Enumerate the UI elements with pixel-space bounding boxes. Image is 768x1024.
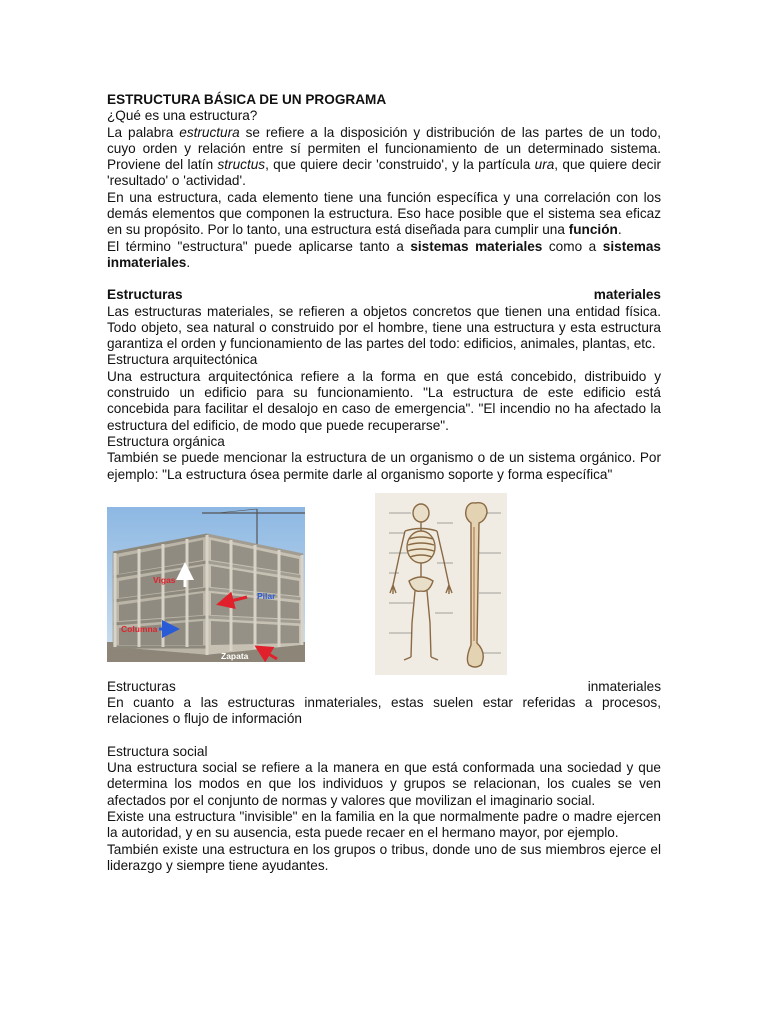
label-vigas: Vigas <box>153 574 176 585</box>
organica-heading: Estructura orgánica <box>107 433 225 449</box>
figures-row <box>107 493 661 677</box>
section-heading-inmateriales: Estructuras inmateriales <box>107 678 661 694</box>
arquitectonica-description: Una estructura arquitectónica refiere a la forma en que está concebido, distribuido y construido un edificio para su funcionamiento. "La estructura de este edificio está concebida para facilitar el desalojo en caso de emergencia". "El incendio no ha afectado la estructura del edificio, de modo que puede recuperarse". <box>107 368 661 433</box>
tribus-description: También existe una estructura en los grupos o tribus, donde uno de sus miembros ejerce el liderazgo y siempre tiene ayudantes. <box>107 841 661 873</box>
label-zapata: Zapata <box>221 650 249 661</box>
inmateriales-description: En cuanto a las estructuras inmateriales, estas suelen estar referidas a procesos, relaciones o flujo de información <box>107 695 661 727</box>
spacer <box>107 271 661 287</box>
question-heading: ¿Qué es una estructura? <box>107 108 258 124</box>
section-heading-materiales: Estructuras materiales <box>107 287 661 303</box>
familia-description: Existe una estructura "invisible" en la familia en la que normalmente padre o madre ejercen la autoridad, y en su ausencia, esta puede recaer en el hermano mayor, por ejemplo. <box>107 808 661 841</box>
arquitectonica-heading: Estructura arquitectónica <box>107 352 258 368</box>
social-heading: Estructura social <box>107 743 208 759</box>
intro-paragraph-1: La palabra estructura se refiere a la disposición y distribución de las partes de un todo, cuyo orden y relación entre sí permiten el funcionamiento de un determinado sistema. Proviene del latín structus, que quiere decir 'construido', y la partícula ura, que quiere decir 'resultado' o 'actividad'. <box>107 124 661 189</box>
label-pilar: Pilar <box>257 590 276 601</box>
intro-paragraph-2: En una estructura, cada elemento tiene una función específica y una correlación con los demás elementos que componen la estructura. Eso hace posible que el sistema sea eficaz en su propósito. Por lo tanto, una estructura está diseñada para cumplir una función. <box>107 189 661 238</box>
materiales-description: Las estructuras materiales, se refieren a objetos concretos que tienen una entidad física. Todo objeto, sea natural o construido por el hombre, tiene una estructura y esta estructura garantiza el orden y funcionamiento de las partes del todo: edificios, animales, plantas, etc. <box>107 303 661 352</box>
skeleton-bone-image <box>375 493 507 675</box>
building-structure-image <box>107 507 305 662</box>
document-page <box>107 92 661 874</box>
label-columna: Columna <box>121 623 158 634</box>
organica-description: También se puede mencionar la estructura de un organismo o de un sistema orgánico. Por ejemplo: "La estructura ósea permite darle al organismo soporte y forma específica" <box>107 450 661 482</box>
document-title: ESTRUCTURA BÁSICA DE UN PROGRAMA <box>107 92 387 107</box>
spacer <box>107 728 661 744</box>
intro-paragraph-3: El término "estructura" puede aplicarse tanto a sistemas materiales como a sistemas inmateriales. <box>107 238 661 270</box>
social-description: Una estructura social se refiere a la manera en que está conformada una sociedad y que determina los modos en que los individuos y grupos se relacionan, los cuales se ven afectados por el conjunto de normas y valores que movilizan el imaginario social. <box>107 760 661 808</box>
